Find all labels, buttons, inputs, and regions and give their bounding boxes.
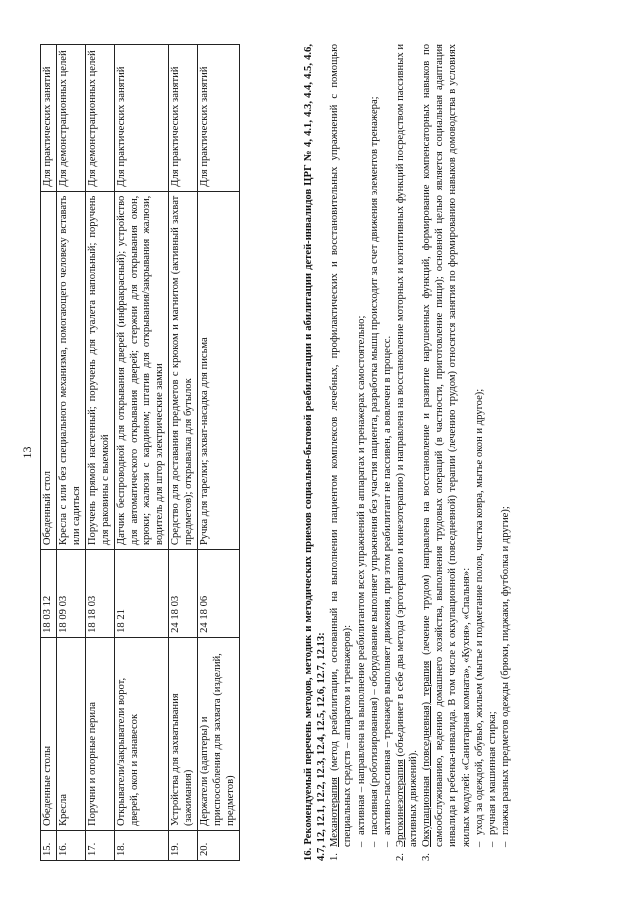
sub-item <box>499 44 512 861</box>
sub-item-text: ручная и машинная стирка; <box>486 711 498 835</box>
sub-item <box>486 44 499 861</box>
sub-item-text: пассивная (роботизированная) – оборудование выполняет упражнения без участия пациента, разработка мышц происходит за счет движения элементов тренажера; <box>368 96 380 835</box>
list-item-2-term: Эргокинезотерапия <box>394 759 406 847</box>
table-row <box>114 45 169 861</box>
item-name-cell: Открыватели/закрыватели ворот, дверей, окон и занавесок <box>114 637 169 830</box>
item-code-cell: 18 18 03 <box>85 550 114 638</box>
item-description-cell: Поручень прямой настенный; поручень для туалета напольный; поручень для раковины с выемкой <box>85 191 114 549</box>
methods-section <box>302 44 512 861</box>
list-item-1-number: 1. <box>329 853 341 861</box>
list-item-3 <box>420 44 473 861</box>
sub-item <box>368 44 381 861</box>
sub-item-text: уход за одеждой, обувью, жильем (мытье и подметание полов, чистка ковра, мытье окон и другое); <box>473 388 485 835</box>
dash-marker: – <box>381 841 393 847</box>
dash-marker: – <box>499 841 511 847</box>
item-name-cell: Держатели (адаптеры) и приспособления для захвата (изделий, предметов) <box>198 637 240 830</box>
item-usage-cell: Для практических занятий <box>198 45 240 192</box>
item-description-cell: Средство для доставания предметов с крюком и магнитом (активный захват предметов); открывалка для бутылок <box>169 191 198 549</box>
dash-marker: – <box>473 841 485 847</box>
table-row <box>169 45 198 861</box>
table-row <box>198 45 240 861</box>
table-row <box>41 45 57 861</box>
list-item-3-number: 3. <box>421 853 433 861</box>
row-number-cell: 15. <box>41 831 57 861</box>
list-item-2-number: 2. <box>394 853 406 861</box>
sub-item <box>473 44 486 861</box>
row-number-cell: 20. <box>198 831 240 861</box>
sub-item-text: активно-пассивная – тренажер выполняет движения, при этом реабилитант не пассивен, а вовлечен в процесс. <box>381 335 393 835</box>
table-row <box>56 45 85 861</box>
sub-item <box>381 44 394 861</box>
item-code-cell: 18 09 03 <box>56 550 85 638</box>
equipment-table <box>40 44 240 861</box>
item-name-cell: Устройства для захватывания (зажимания) <box>169 637 198 830</box>
dash-marker: – <box>355 841 367 847</box>
item-name-cell: Поручни и опорные перила <box>85 637 114 830</box>
list-item-2-body <box>394 44 420 847</box>
item-description-cell: Кресла с или без специального механизма, помогающего человеку вставать или садиться <box>56 191 85 549</box>
sub-item-text: активная – направлена на выполнение реабилитантом всех упражнений в аппаратах и тренажерах самостоятельно; <box>355 315 367 835</box>
list-item-1-text: (метод реабилитации, основанный на выполнении пациентом комплексов лечебных, профилактических и восстановительных упражнений с помощью специальных средств – аппаратов и тренажеров): <box>329 44 354 847</box>
item-code-cell: 18 21 <box>114 550 169 638</box>
item-usage-cell: Для практических занятий <box>169 45 198 192</box>
sub-item-text: глажка разных предметов одежды (брюки, пиджаки, футболка и другие); <box>499 506 511 835</box>
equipment-table-body <box>41 45 240 861</box>
dash-marker: – <box>486 841 498 847</box>
table-row <box>85 45 114 861</box>
section-title: 16. Рекомендуемый перечень методов, методик и методических приемов социально-бытовой реабилитации и абилитации детей-инвалидов ЦРГ № 4, 4.1, 4.3, 4.4, 4.5, 4.6, 4.7, 12, 12.1, 12.2, 12.3, 12.4, 12.5, 12.6, 12.7, 12.13: <box>303 44 328 861</box>
dash-marker: – <box>368 841 380 847</box>
item-code-cell: 24 18 03 <box>169 550 198 638</box>
list-item-1 <box>328 44 354 861</box>
list-item-3-body <box>420 44 473 847</box>
item-usage-cell: Для демонстрационных целей <box>56 45 85 192</box>
item-description-cell: Датчик беспроводной для открывания дверей (инфракрасный); устройство для автоматического открывания дверей; стержни для открывания окон, крюки; жалюзи с кардином; штатив для открывания/закрывания жалюзи, водитель для штор электрические замки <box>114 191 169 549</box>
item-name-cell: Кресла <box>56 637 85 830</box>
row-number-cell: 17. <box>85 831 114 861</box>
item-code-cell: 24 18 06 <box>198 550 240 638</box>
page-number: 13 <box>20 446 34 459</box>
sub-item <box>355 44 368 861</box>
item-description-cell: Обеденный стол <box>41 191 57 549</box>
list-item-1-term: Механотерапия <box>329 777 341 847</box>
item-usage-cell: Для практических занятий <box>114 45 169 192</box>
item-usage-cell: Для практических занятий <box>41 45 57 192</box>
row-number-cell: 18. <box>114 831 169 861</box>
item-code-cell: 18 03 12 <box>41 550 57 638</box>
list-item-2-text: (объединяет в себе два метода (эрготерапию и кинезотерапию) и направлена на восстановление моторных и когнитивных функций посредством пассивных и активных движений). <box>394 44 419 847</box>
item-usage-cell: Для демонстрационных целей <box>85 45 114 192</box>
list-item-2 <box>394 44 420 861</box>
row-number-cell: 19. <box>169 831 198 861</box>
list-item-3-term: Оккупационная (повседневная) терапия <box>421 660 433 847</box>
item-name-cell: Обеденные столы <box>41 637 57 830</box>
row-number-cell: 16. <box>56 831 85 861</box>
list-item-3-text: (лечение трудом) направлена на восстановление и развитие нарушенных функций, формирование компенсаторных навыков по самообслуживанию, ведению домашнего хозяйства, выполнения трудовых операций (в частности, приготовление пищи); основной целью является социальная адаптация инвалида и ребенка-инвалида. В том числе к оккупационной (повседневной) терапии (лечению трудом) относятся занятия по формированию навыков домоводства в условиях жилых модулей: «Санитарная комната», «Кухня», «Спальня»: <box>421 44 472 847</box>
list-item-1-body <box>328 44 354 847</box>
item-description-cell: Ручка для тарелки; захват-насадка для письма <box>198 191 240 549</box>
